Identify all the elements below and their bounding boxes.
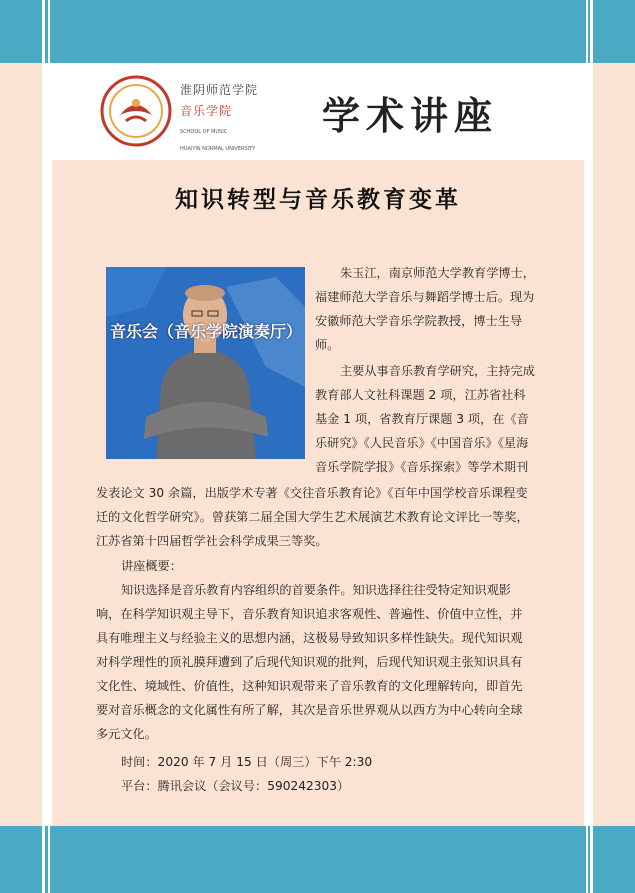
bio-line: 江苏省第十四届哲学社会科学成果三等奖。 (96, 534, 328, 548)
top-border-band (0, 0, 635, 63)
summary-line: 具有唯理主义与经验主义的思想内涵，这极易导致知识多样性缺失。现代知识观 (96, 631, 523, 645)
summary-line: 知识选择是音乐教育内容组织的首要条件。知识选择往往受特定知识观影 (121, 583, 511, 597)
bio-line: 音乐学院学报》《音乐探索》等学术期刊 (315, 460, 529, 474)
speaker-photo (106, 267, 305, 459)
bio-line: 基金 1 项，省教育厅课题 3 项，在《音 (315, 412, 529, 426)
banner-title: 学术讲座 (322, 93, 499, 138)
bio-line: 教育部人文社科课题 2 项，江苏省社科 (315, 388, 526, 402)
left-frame-line (42, 0, 45, 893)
right-side-strip (592, 63, 635, 826)
school-name-block (180, 81, 258, 153)
bio-line: 朱玉江，南京师范大学教育学博士， (340, 266, 535, 280)
bio-line: 发表论文 30 余篇，出版学术专著《交往音乐教育论》《百年中国学校音乐课程变 (96, 486, 528, 500)
bio-line: 安徽师范大学音乐学院教授，博士生导 (315, 314, 523, 328)
bio-line: 福建师范大学音乐与舞蹈学博士后。现为 (315, 290, 535, 304)
right-frame-line (586, 0, 588, 893)
summary-line: 对科学理性的顶礼膜拜遭到了后现代知识观的批判，后现代知识观主张知识具有 (96, 655, 523, 669)
college-name-cn: 音乐学院 (180, 104, 233, 118)
school-name-en-1: SCHOOL OF MUSIC (180, 129, 228, 135)
school-name-cn: 淮阴师范学院 (180, 83, 259, 97)
event-time: 时间：2020 年 7 月 15 日（周三）下午 2:30 (121, 755, 373, 769)
summary-line: 多元文化。 (96, 727, 157, 741)
summary-line: 要对音乐概念的文化属性有所了解，其次是音乐世界观从以西方为中心转向全球 (96, 703, 523, 717)
summary-line: 响，在科学知识观主导下，音乐教育知识追求客观性、普遍性、价值中立性，并 (96, 607, 523, 621)
left-frame-line-inner (48, 0, 50, 893)
school-name-en-2: HUAIYIN NORMAL UNIVERSITY (180, 146, 256, 152)
bio-line: 迁的文化哲学研究》。曾获第二届全国大学生艺术展演艺术教育论文评比一等奖， (96, 510, 529, 524)
school-logo-icon (100, 75, 172, 147)
photo-caption: 音乐会（音乐学院演奏厅） (110, 322, 303, 341)
lecture-title: 知识转型与音乐教育变革 (175, 186, 461, 213)
bio-line: 乐研究》《人民音乐》《中国音乐》《星海 (315, 436, 529, 450)
left-side-strip (0, 63, 42, 826)
summary-line: 文化性、境域性、价值性，这种知识观带来了音乐教育的文化理解转向，即首先 (96, 679, 523, 693)
event-platform: 平台：腾讯会议（会议号：590242303） (121, 779, 350, 793)
summary-label: 讲座概要： (121, 559, 182, 573)
right-frame-line-inner (590, 0, 593, 893)
bottom-border-band (0, 826, 635, 893)
bio-line: 师。 (315, 338, 340, 352)
header-banner (52, 63, 584, 160)
bio-line: 主要从事音乐教育学研究，主持完成 (340, 364, 535, 378)
